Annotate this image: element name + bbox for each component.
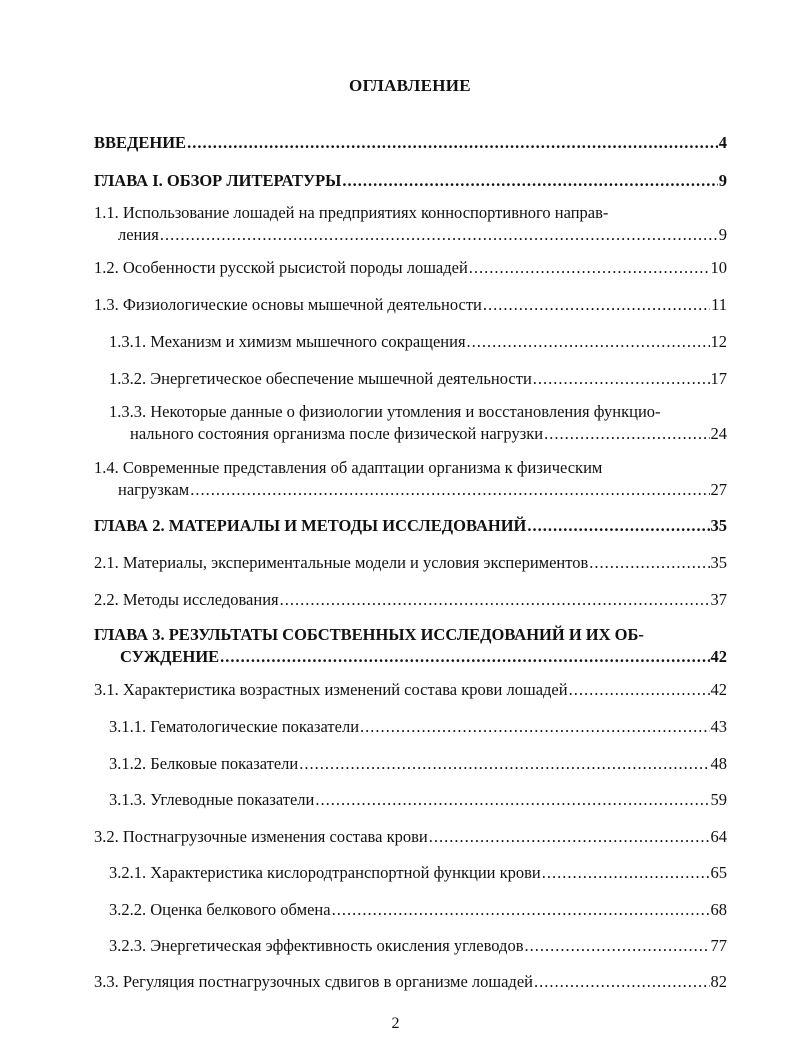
toc-page-number: 65 — [710, 863, 727, 882]
toc-entry-text: ВВЕДЕНИЕ — [94, 133, 187, 152]
dot-leader — [360, 716, 709, 738]
toc-entry-text: СУЖДЕНИЕ — [120, 647, 220, 666]
dot-leader — [190, 479, 709, 501]
toc-page-number: 77 — [710, 936, 727, 955]
dot-leader — [280, 589, 710, 611]
toc-entry[interactable] — [94, 257, 727, 279]
toc-entry-text: 1.3. Физиологические основы мышечной деятельности — [94, 295, 482, 314]
toc-entry-text: 3.1.3. Углеводные показатели — [109, 790, 315, 809]
toc-entry[interactable] — [94, 971, 727, 993]
toc-entry-text: 3.1.1. Гематологические показатели — [109, 717, 360, 736]
toc-page-number: 4 — [718, 133, 727, 152]
toc-page-number: 17 — [710, 369, 727, 388]
toc-title: ОГЛАВЛЕНИЕ — [349, 76, 471, 95]
toc-page-number: 11 — [711, 295, 727, 314]
toc-entry-text: 1.3.2. Энергетическое обеспечение мышечной деятельности — [109, 369, 532, 388]
dot-leader — [527, 515, 709, 537]
toc-entry[interactable] — [94, 202, 727, 246]
toc-entry[interactable] — [94, 624, 727, 668]
dot-leader — [342, 170, 717, 192]
toc-entry-text: 3.3. Регуляция постнагрузочных сдвигов в организме лошадей — [94, 972, 533, 991]
toc-entry-text: 3.2.1. Характеристика кислородтранспортной функции крови — [109, 863, 541, 882]
toc-page-number: 43 — [710, 717, 727, 736]
dot-leader — [534, 971, 710, 993]
toc-entry[interactable] — [109, 753, 727, 775]
page-number: 2 — [391, 1015, 400, 1032]
toc-page-number: 27 — [710, 480, 727, 499]
toc-entry[interactable] — [94, 589, 727, 611]
toc-page-number: 64 — [710, 827, 727, 846]
toc-entry-text: ГЛАВА 2. МАТЕРИАЛЫ И МЕТОДЫ ИССЛЕДОВАНИЙ — [94, 516, 527, 535]
toc-entry-text: 2.1. Материалы, экспериментальные модели и условия экспериментов — [94, 553, 589, 572]
toc-entry[interactable] — [94, 132, 727, 154]
dot-leader — [483, 294, 710, 316]
toc-entry-text: 1.2. Особенности русской рысистой породы лошадей — [94, 258, 468, 277]
toc-entry-text: 3.2.2. Оценка белкового обмена — [109, 900, 331, 919]
toc-entry-text: 1.3.3. Некоторые данные о физиологии утомления и восстановления функцио- — [109, 402, 661, 421]
dot-leader — [220, 646, 709, 668]
dot-leader — [589, 552, 709, 574]
toc-entry-text: 3.1.2. Белковые показатели — [109, 754, 299, 773]
dot-leader — [332, 899, 710, 921]
toc-entry-text: 1.3.1. Механизм и химизм мышечного сокращения — [109, 332, 466, 351]
dot-leader — [542, 862, 710, 884]
toc-entry-text: нального состояния организма после физической нагрузки — [130, 424, 544, 443]
toc-entry-text: 3.2. Постнагрузочные изменения состава крови — [94, 827, 428, 846]
toc-entry[interactable] — [109, 716, 727, 738]
dot-leader — [525, 935, 710, 957]
dot-leader — [533, 368, 710, 390]
dot-leader — [315, 789, 709, 811]
dot-leader — [429, 826, 710, 848]
toc-entry[interactable] — [94, 294, 727, 316]
toc-entry[interactable] — [109, 368, 727, 390]
toc-page-number: 9 — [718, 171, 727, 190]
toc-entry-text: ления — [118, 225, 159, 244]
toc-entry[interactable] — [109, 789, 727, 811]
toc-entry-text: 1.1. Использование лошадей на предприятиях конноспортивного направ- — [94, 203, 609, 222]
toc-entry-text: 3.1. Характеристика возрастных изменений состава крови лошадей — [94, 680, 568, 699]
toc-page-number: 35 — [710, 553, 727, 572]
toc-entry[interactable] — [109, 899, 727, 921]
toc-page-number: 48 — [710, 754, 727, 773]
toc-entry[interactable] — [94, 552, 727, 574]
toc-page-number: 37 — [710, 590, 727, 609]
toc-page-number: 42 — [710, 647, 727, 666]
dot-leader — [544, 423, 709, 445]
toc-entry-text: 2.2. Методы исследования — [94, 590, 279, 609]
toc-page-number: 59 — [710, 790, 727, 809]
toc-page-number: 12 — [710, 332, 727, 351]
dot-leader — [569, 679, 710, 701]
dot-leader — [469, 257, 710, 279]
toc-entry[interactable] — [94, 679, 727, 701]
dot-leader — [187, 132, 718, 154]
toc-page-number: 82 — [710, 972, 727, 991]
toc-entry-text: ГЛАВА I. ОБЗОР ЛИТЕРАТУРЫ — [94, 171, 342, 190]
toc-entry-text: нагрузкам — [118, 480, 190, 499]
dot-leader — [299, 753, 709, 775]
toc-entry[interactable] — [94, 826, 727, 848]
toc-entry[interactable] — [109, 401, 727, 445]
toc-page-number: 68 — [710, 900, 727, 919]
toc-entry-text: 1.4. Современные представления об адаптации организма к физическим — [94, 458, 603, 477]
toc-entry[interactable] — [94, 170, 727, 192]
toc-entry-text: ГЛАВА 3. РЕЗУЛЬТАТЫ СОБСТВЕННЫХ ИССЛЕДОВАНИЙ И ИХ ОБ- — [94, 625, 644, 644]
toc-page-number: 24 — [710, 424, 727, 443]
toc-entry[interactable] — [94, 515, 727, 537]
toc-entry-text: 3.2.3. Энергетическая эффективность окисления углеводов — [109, 936, 524, 955]
toc-page-number: 35 — [710, 516, 727, 535]
toc-page-number: 10 — [710, 258, 727, 277]
toc-entry[interactable] — [109, 935, 727, 957]
toc-page-number: 9 — [718, 225, 727, 244]
toc-entry[interactable] — [94, 457, 727, 501]
toc-entry[interactable] — [109, 862, 727, 884]
dot-leader — [160, 224, 718, 246]
toc-entry[interactable] — [109, 331, 727, 353]
dot-leader — [467, 331, 710, 353]
toc-page-number: 42 — [710, 680, 727, 699]
